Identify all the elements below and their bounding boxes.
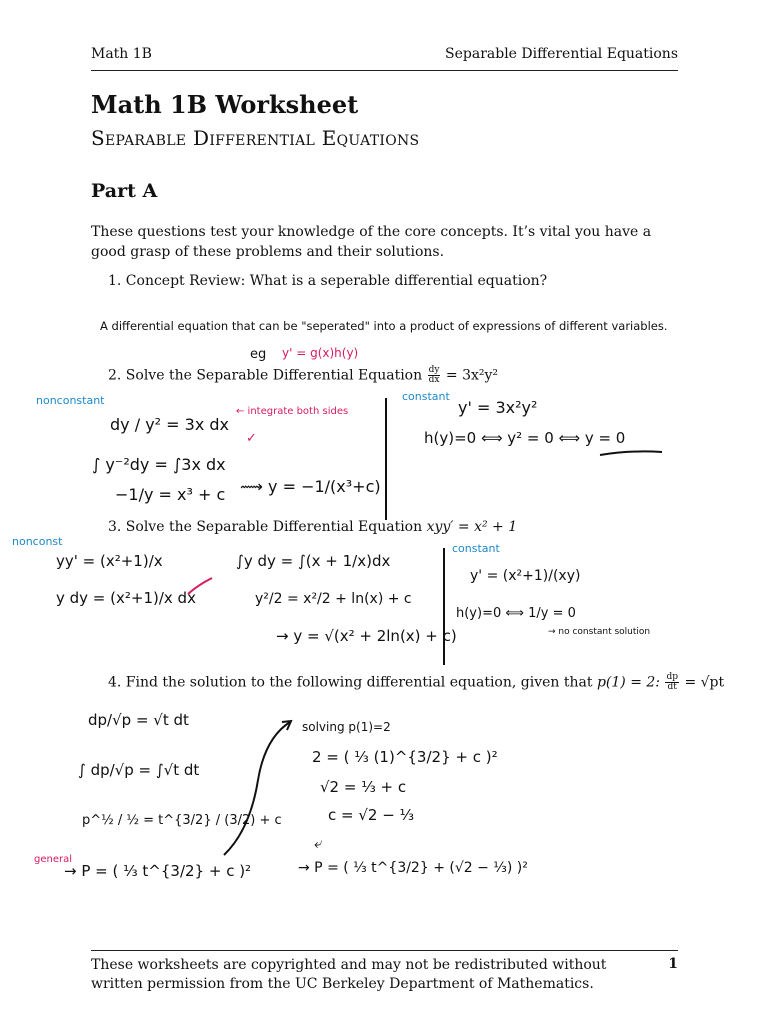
q3-step-4: y²/2 = x²/2 + ln(x) + c [255,591,412,607]
fraction-denominator: dt [667,682,677,692]
header-topic: Separable Differential Equations [445,46,678,62]
footer-copyright: These worksheets are copyrighted and may not be redistributed without written permission from the UC Berkeley Department of Mathematics. [91,957,607,992]
q4-right-step-1: 2 = ( ⅓ (1)^{3/2} + c )² [312,748,498,766]
q3-constant-label: constant [452,542,500,555]
fraction-numerator: dy [428,365,440,375]
worksheet-subtitle: Separable Differential Equations [91,126,420,150]
footer-rule [91,950,678,951]
header-course: Math 1B [91,46,152,62]
q4-general-label: general [34,854,73,865]
q3-step-2: y dy = (x²+1)/x dx [56,589,196,607]
question-4-rhs: = √pt [684,674,725,691]
question-3-text: 3. Solve the Separable Differential Equation [108,519,423,535]
q2-integrate-note: ← integrate both sides [236,406,349,417]
part-heading: Part A [91,180,158,202]
question-3-equation: xyy′ = x² + 1 [426,519,518,535]
fraction-denominator: dx [428,375,440,385]
q4-step-4: → P = ( ⅓ t^{3/2} + c )² [64,862,252,880]
answer-1-formula: y' = g(x)h(y) [282,346,359,360]
q2-checkmark: ✓ [246,431,257,446]
q2-step-2: ∫ y⁻²dy = ∫3x dx [92,455,226,474]
q2-step-4: ⟿ y = −1/(x³+c) [240,477,381,496]
q4-step-1: dp/√p = √t dt [88,711,189,729]
intro-paragraph: These questions test your knowledge of the core concepts. It’s vital you have a good grasp of these problems and their solutions. [91,224,652,260]
q3-const-step-1: y' = (x²+1)/(xy) [470,568,581,584]
q4-solving-label: solving p(1)=2 [302,720,391,734]
question-4-condition: p(1) = 2: [596,674,661,691]
page-number: 1 [668,956,678,972]
q2-nonconstant-label: nonconstant [36,394,105,407]
q2-underline [600,451,662,455]
q3-step-3: ∫y dy = ∫(x + 1/x)dx [236,552,391,570]
q4-right-step-5: → P = ( ⅓ t^{3/2} + (√2 − ⅓) )² [298,860,528,876]
q2-const-step-2: h(y)=0 ⟺ y² = 0 ⟺ y = 0 [424,429,626,447]
q4-right-step-4: ⤶ [314,834,323,852]
q3-step-5: → y = √(x² + 2ln(x) + c) [276,627,457,645]
question-4-text: 4. Find the solution to the following differential equation, given that [108,674,593,691]
q4-curved-arrow [224,722,290,855]
fraction-numerator: dp [666,672,678,682]
q3-arrow [188,578,212,594]
q3-const-step-3: → no constant solution [548,627,651,637]
q2-const-step-1: y' = 3x²y² [458,398,538,417]
q4-right-step-2: √2 = ⅓ + c [320,778,407,796]
q2-step-3: −1/y = x³ + c [115,485,226,504]
question-2-text: 2. Solve the Separable Differential Equation [108,367,423,384]
q2-step-1: dy / y² = 3x dx [110,415,230,434]
worksheet-title: Math 1B Worksheet [91,90,359,119]
answer-1-eg: eg [250,347,267,362]
q3-nonconst-label: nonconst [12,535,63,548]
question-2-rhs: = 3x²y² [445,367,499,384]
q3-step-1: yy' = (x²+1)/x [56,552,163,570]
q4-right-step-3: c = √2 − ⅓ [328,806,415,824]
answer-1-text: A differential equation that can be "seperated" into a product of expressions of different variables. [100,319,668,333]
question-1: 1. Concept Review: What is a seperable differential equation? [108,273,548,289]
q2-constant-label: constant [402,390,450,403]
q3-const-step-2: h(y)=0 ⟺ 1/y = 0 [456,606,576,621]
q4-step-2: ∫ dp/√p = ∫√t dt [78,761,200,779]
q4-step-3: p^½ / ½ = t^{3/2} / (3/2) + c [82,813,282,828]
